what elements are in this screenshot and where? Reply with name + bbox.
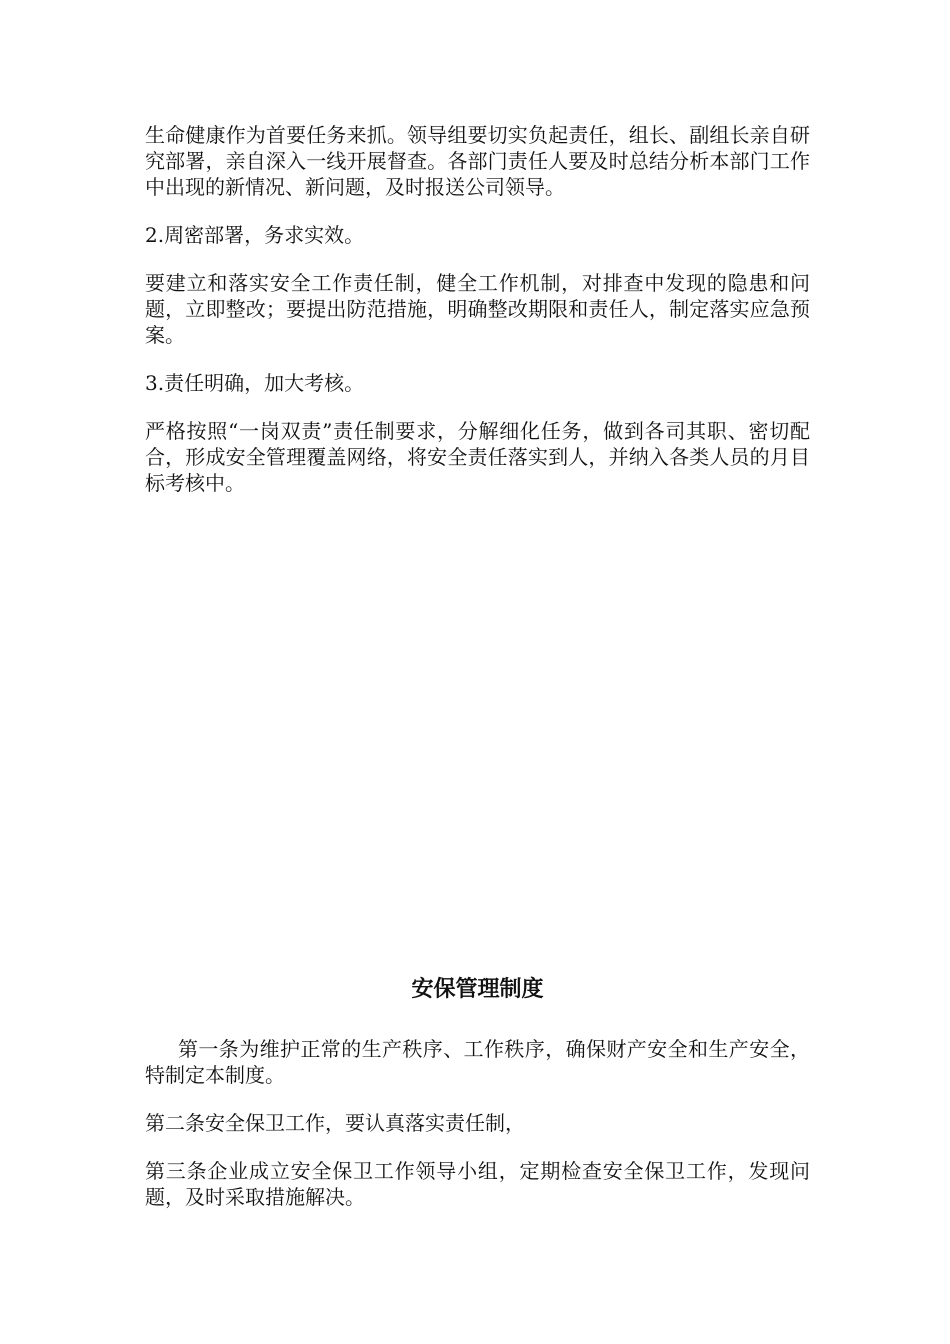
article-2: 第二条安全保卫工作，要认真落实责任制， bbox=[145, 1111, 525, 1135]
document-title: 安保管理制度 bbox=[411, 977, 544, 1002]
section-continued bbox=[145, 122, 810, 518]
section-security-rules bbox=[145, 972, 810, 1232]
paragraph-leadership: 生命健康作为首要任务来抓。领导组要切实负起责任，组长、副组长亲自研究部署，亲自深入一线开展督查。各部门责任人要及时总结分析本部门工作中出现的新情况、新问题，及时报送公司领导。 bbox=[145, 123, 810, 199]
article-1: 第一条为维护正常的生产秩序、工作秩序，确保财产安全和生产安全，特制定本制度。 bbox=[145, 1037, 810, 1087]
subheading-deployment: 2.周密部署，务求实效。 bbox=[145, 223, 365, 247]
subheading-responsibility: 3.责任明确，加大考核。 bbox=[145, 371, 365, 395]
paragraph-responsibility: 严格按照“一岗双责”责任制要求，分解细化任务，做到各司其职、密切配合，形成安全管理覆盖网络，将安全责任落实到人，并纳入各类人员的月目标考核中。 bbox=[145, 419, 810, 495]
article-3: 第三条企业成立安全保卫工作领导小组，定期检查安全保卫工作，发现问题，及时采取措施解决。 bbox=[145, 1159, 810, 1209]
paragraph-deployment: 要建立和落实安全工作责任制，健全工作机制，对排查中发现的隐患和问题，立即整改；要提出防范措施，明确整改期限和责任人，制定落实应急预案。 bbox=[145, 271, 810, 347]
